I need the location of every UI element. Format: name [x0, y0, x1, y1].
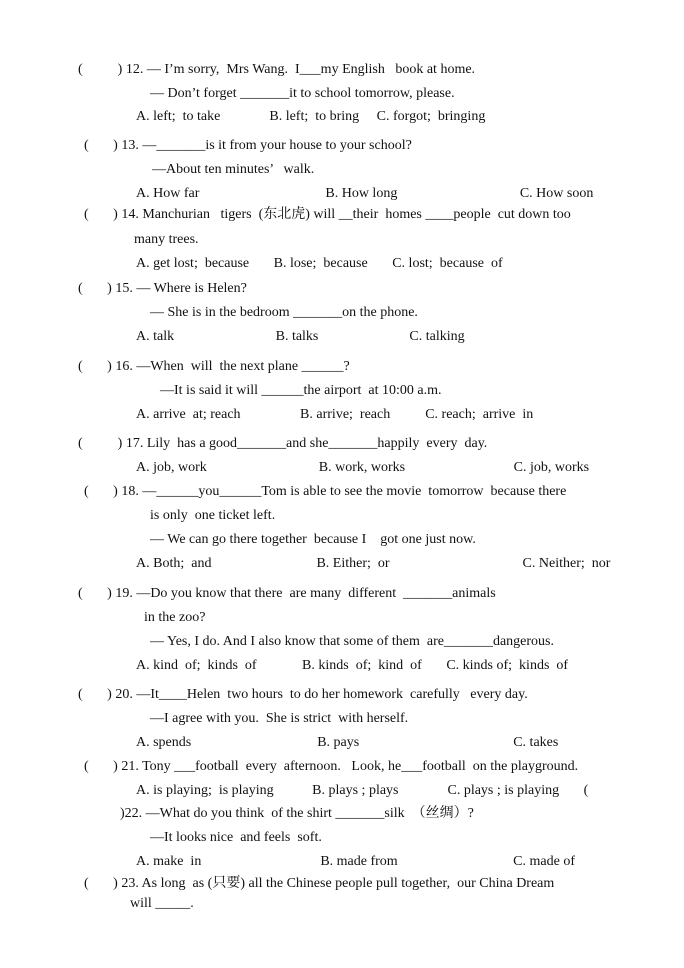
answer-options: A. Both; and B. Either; or C. Neither; nor	[136, 556, 611, 571]
answer-options: A. get lost; because B. lose; because C. lost; because of	[136, 256, 503, 271]
question-reply: —About ten minutes’ walk.	[152, 162, 315, 177]
question-stem: ( ) 17. Lily has a good_______and she_______happily every day.	[78, 436, 488, 451]
question-stem-continued: many trees.	[134, 232, 199, 247]
question-stem: ( ) 15. — Where is Helen?	[78, 281, 247, 296]
question-reply: — We can go there together because I got one just now.	[150, 532, 476, 547]
question-stem: ( ) 23. As long as (只要) all the Chinese people pull together, our China Dream	[84, 876, 555, 891]
question-stem-continued: in the zoo?	[144, 610, 206, 625]
question-stem: ( ) 20. —It____Helen two hours to do her homework carefully every day.	[78, 687, 528, 702]
question-reply: — She is in the bedroom _______on the phone.	[150, 305, 418, 320]
question-reply: —It looks nice and feels soft.	[150, 830, 322, 845]
answer-options: A. spends B. pays C. takes	[136, 735, 559, 750]
question-reply: —It is said it will ______the airport at 10:00 a.m.	[160, 383, 442, 398]
question-stem: ( ) 13. —_______is it from your house to your school?	[84, 138, 412, 153]
question-reply: — Yes, I do. And I also know that some of them are_______dangerous.	[150, 634, 555, 649]
answer-options: A. How far B. How long C. How soon	[136, 186, 594, 201]
question-stem-continued: is only one ticket left.	[150, 508, 276, 523]
question-stem: ( ) 14. Manchurian tigers (东北虎) will __their homes ____people cut down too	[84, 207, 571, 222]
answer-options: A. talk B. talks C. talking	[136, 329, 465, 344]
question-stem: ( ) 21. Tony ___football every afternoon. Look, he___football on the playground.	[84, 759, 579, 774]
answer-options: A. make in B. made from C. made of	[136, 854, 576, 869]
answer-options: A. arrive at; reach B. arrive; reach C. reach; arrive in	[136, 407, 534, 422]
answer-options: A. is playing; is playing B. plays ; plays C. plays ; is playing (	[136, 783, 589, 798]
question-stem: ( ) 19. —Do you know that there are many different _______animals	[78, 586, 496, 601]
answer-options: A. kind of; kinds of B. kinds of; kind of C. kinds of; kinds of	[136, 658, 569, 673]
question-stem: ( ) 12. — I’m sorry, Mrs Wang. I___my English book at home.	[78, 62, 476, 77]
question-reply: — Don’t forget _______it to school tomorrow, please.	[150, 86, 455, 101]
question-stem-22: )22. —What do you think of the shirt _______silk （丝绸）?	[120, 806, 474, 821]
question-reply: —I agree with you. She is strict with herself.	[150, 711, 409, 726]
question-stem-continued: will _____.	[130, 896, 194, 911]
question-stem: ( ) 16. —When will the next plane ______?	[78, 359, 350, 374]
answer-options: A. left; to take B. left; to bring C. forgot; bringing	[136, 109, 486, 124]
question-stem: ( ) 18. —______you______Tom is able to see the movie tomorrow because there	[84, 484, 567, 499]
answer-options: A. job, work B. work, works C. job, works	[136, 460, 590, 475]
